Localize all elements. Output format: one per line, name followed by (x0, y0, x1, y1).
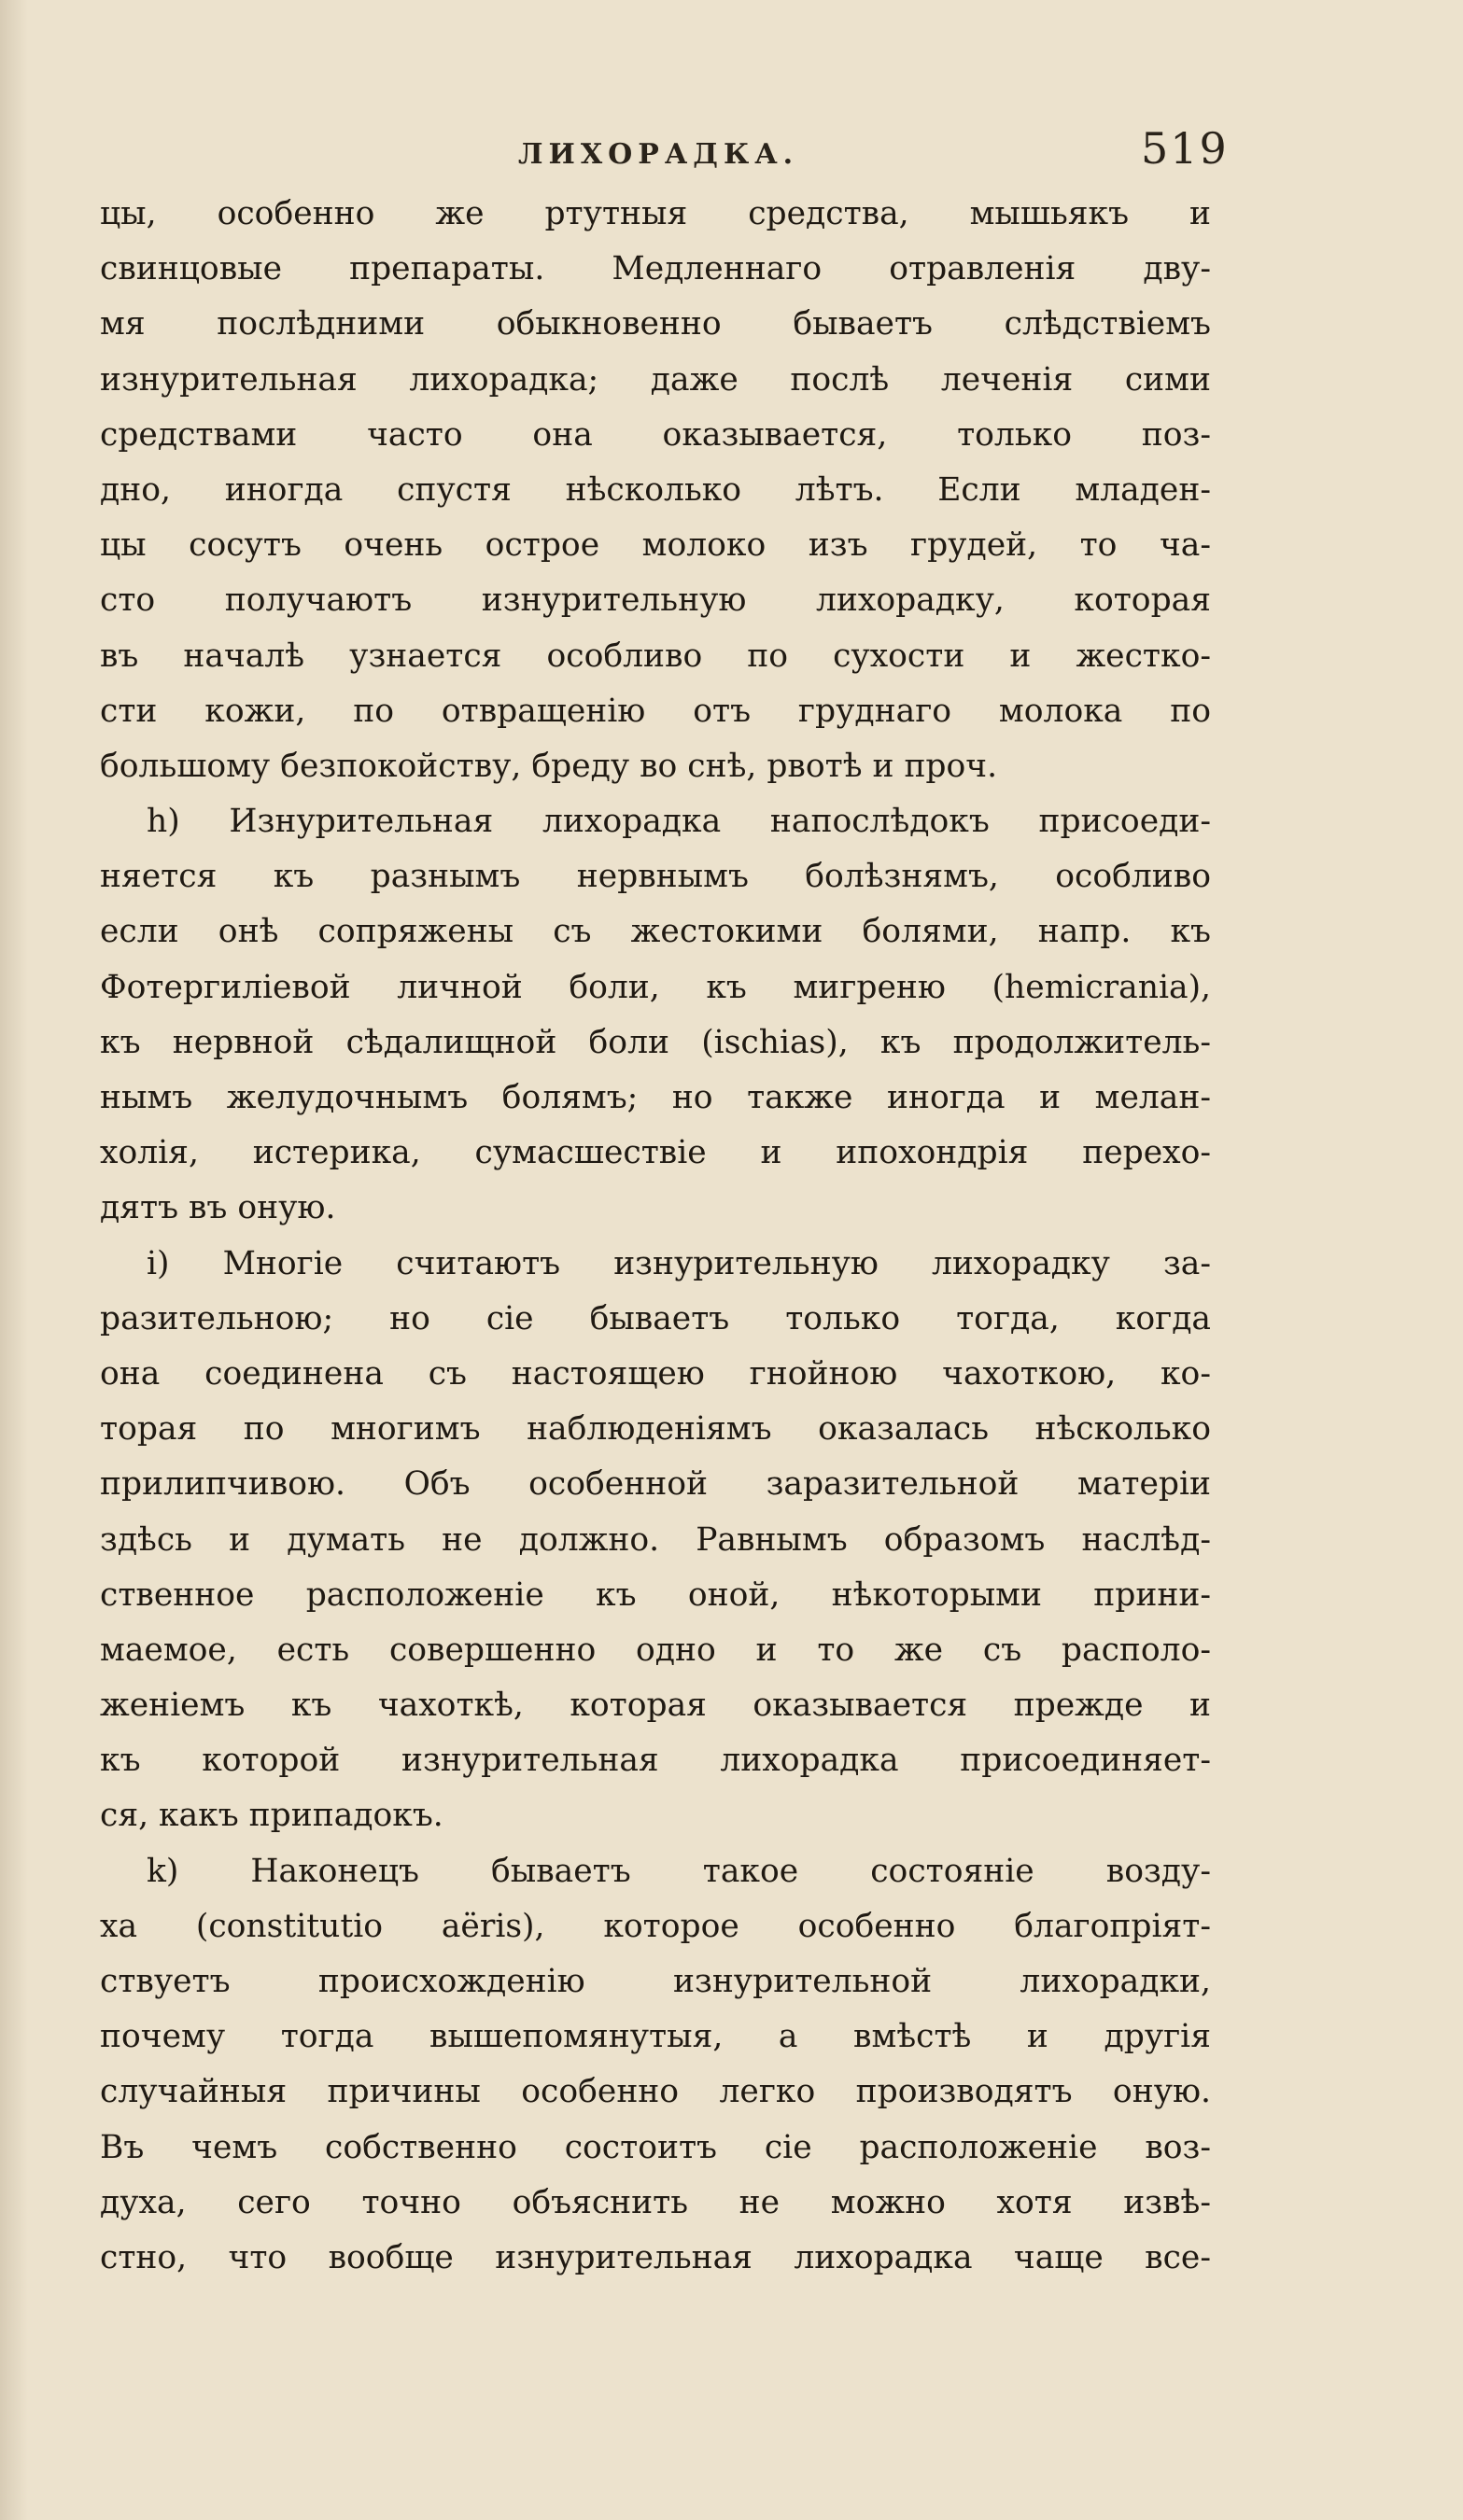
page-edge-shadow (0, 0, 28, 2520)
text-line: здѣсь и думать не должно. Равнымъ образомъ наслѣд- (100, 1520, 1211, 1559)
text-line: свинцовые препараты. Медленнаго отравленія дву- (100, 250, 1211, 288)
text-line: большому безпокойству, бреду во снѣ, рвотѣ и проч. (100, 747, 998, 785)
paragraph-h-first-line: h) Изнурительная лихорадка напослѣдокъ присоеди- (147, 803, 1211, 841)
text-line: къ нервной сѣдалищной боли (ischias), къ продолжитель- (100, 1023, 1211, 1061)
body-text (100, 187, 1211, 2286)
text-line: торая по многимъ наблюденіямъ оказалась нѣсколько (100, 1410, 1211, 1449)
text-line: изнурительная лихорадка; даже послѣ леченія сими (100, 360, 1211, 399)
text-line: стно, что вообще изнурительная лихорадка чаще все- (100, 2238, 1211, 2276)
text-line: почему тогда вышепомянутыя, а вмѣстѣ и другія (100, 2018, 1211, 2056)
paragraph-k-first-line: k) Наконецъ бываетъ такое состояніе возду- (147, 1852, 1211, 1890)
text-line: цы, особенно же ртутныя средства, мышьякъ и (100, 195, 1211, 232)
text-line: разительною; но сіе бываетъ только тогда, когда (100, 1299, 1211, 1337)
text-line: средствами часто она оказывается, только поз- (100, 415, 1211, 454)
text-line: ха (constitutio aëris), которое особенно благопріят- (100, 1907, 1211, 1945)
text-line: ся, какъ припадокъ. (100, 1797, 443, 1835)
text-line: къ которой изнурительная лихорадка присоединяет- (100, 1742, 1211, 1780)
text-line: Фотергиліевой личной боли, къ мигреню (hemicrania), (100, 968, 1211, 1006)
text-line: если онѣ сопряжены съ жестокими болями, напр. къ (100, 913, 1211, 951)
text-line: въ началѣ узнается особливо по сухости и жестко- (100, 637, 1211, 675)
text-line: няется къ разнымъ нервнымъ болѣзнямъ, особливо (100, 858, 1211, 896)
page-header (0, 123, 1463, 189)
text-line: ствуетъ происхожденію изнурительной лихорадки, (100, 1963, 1211, 2000)
text-line: мя послѣдними обыкновенно бываетъ слѣдствіемъ (100, 305, 1211, 343)
text-line: женіемъ къ чахоткѣ, которая оказывается прежде и (100, 1687, 1211, 1725)
running-head: ЛИХОРАДКА. (518, 138, 799, 171)
text-line: прилипчивою. Объ особенной заразительной матеріи (100, 1465, 1211, 1504)
text-line: Въ чемъ собственно состоитъ сіе расположеніе воз- (100, 2128, 1211, 2166)
text-line: нымъ желудочнымъ болямъ; но также иногда и мелан- (100, 1079, 1211, 1116)
text-line: она соединена съ настоящею гнойною чахоткою, ко- (100, 1354, 1211, 1393)
text-line: холія, истерика, сумасшествіе и ипохондрія перехо- (100, 1134, 1211, 1172)
text-line: цы сосутъ очень острое молоко изъ грудей, то ча- (100, 526, 1211, 565)
text-line: сто получаютъ изнурительную лихорадку, которая (100, 581, 1211, 620)
text-line: дятъ въ оную. (100, 1189, 336, 1227)
text-line: дно, иногда спустя нѣсколько лѣтъ. Если младен- (100, 470, 1211, 509)
paragraph-i-first-line: i) Многіе считаютъ изнурительную лихорадку за- (147, 1244, 1211, 1282)
text-line: случайныя причины особенно легко производятъ оную. (100, 2073, 1211, 2111)
text-line: духа, сего точно объяснить не можно хотя извѣ- (100, 2183, 1211, 2221)
text-line: маемое, есть совершенно одно и то же съ располо- (100, 1631, 1211, 1669)
text-line: сти кожи, по отвращенію отъ груднаго молока по (100, 692, 1211, 730)
text-line: ственное расположеніе къ оной, нѣкоторыми прини- (100, 1575, 1211, 1614)
page-number: 519 (1141, 123, 1229, 174)
